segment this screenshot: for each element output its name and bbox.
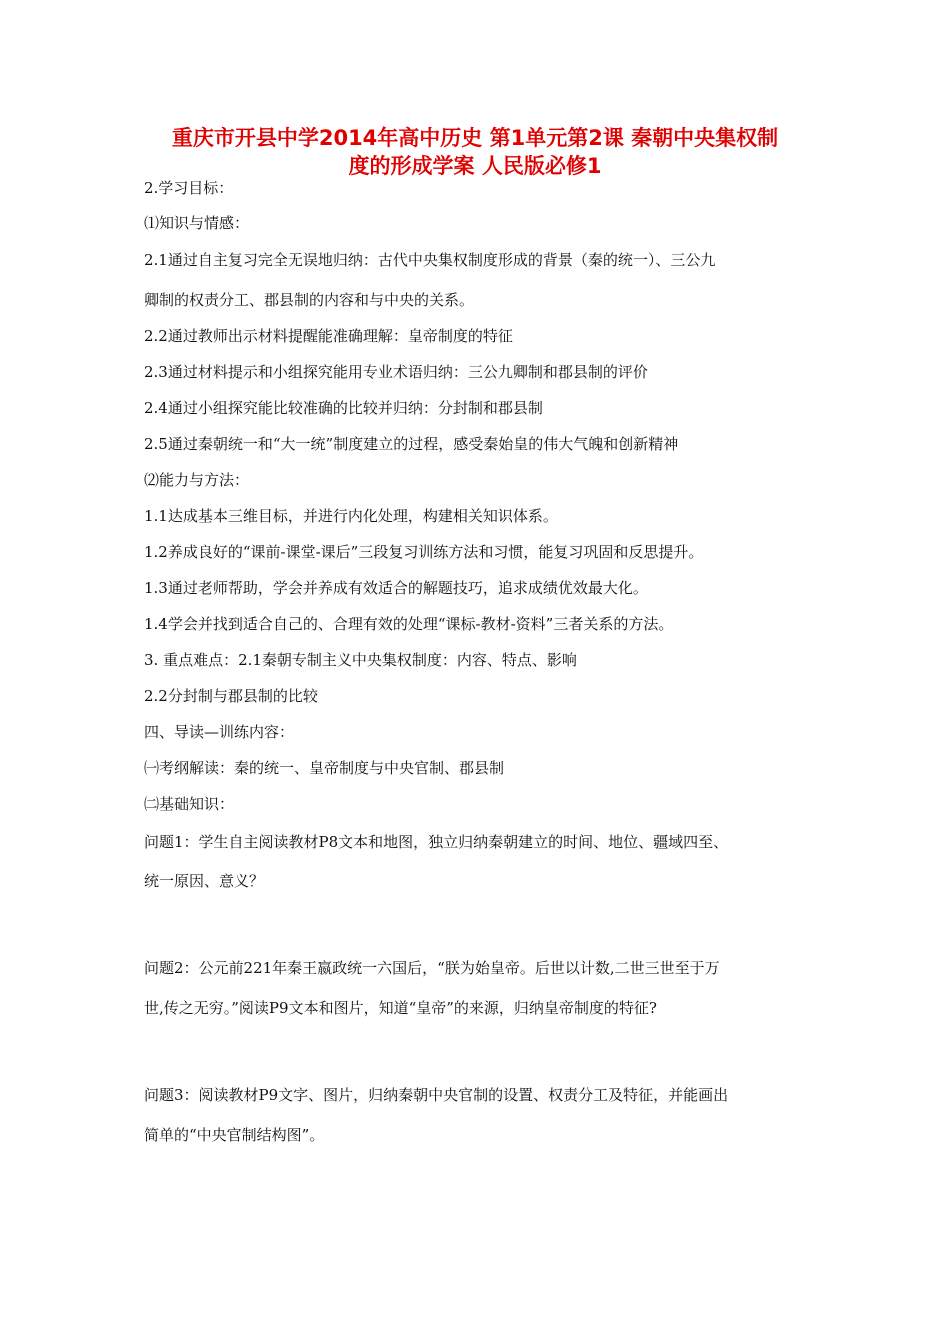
text-line: 3. 重点难点：2.1秦朝专制主义中央集权制度：内容、特点、影响 — [144, 651, 577, 669]
question-1-line: 统一原因、意义？ — [144, 872, 265, 890]
question-1-line: 问题1：学生自主阅读教材P8文本和地图，独立归纳秦朝建立的时间、地位、疆域四至、 — [144, 833, 729, 851]
text-line: 1.4学会并找到适合自己的、合理有效的处理“课标-教材-资料”三者关系的方法。 — [144, 615, 674, 633]
text-line: 卿制的权责分工、郡县制的内容和与中央的关系。 — [144, 291, 475, 309]
question-3-line: 简单的“中央官制结构图”。 — [144, 1126, 325, 1144]
question-3-line: 问题3：阅读教材P9文字、图片，归纳秦朝中央官制的设置、权责分工及特征，并能画出 — [144, 1086, 729, 1104]
document-title-line-2: 度的形成学案 人民版必修1 — [348, 154, 602, 178]
text-line: 2.3通过材料提示和小组探究能用专业术语归纳：三公九卿制和郡县制的评价 — [144, 363, 648, 381]
question-2-line: 世,传之无穷。”阅读P9文本和图片，知道“皇帝”的来源，归纳皇帝制度的特征? — [144, 999, 657, 1017]
text-line: ⑴知识与情感： — [144, 214, 250, 232]
text-line: 1.3通过老师帮助，学会并养成有效适合的解题技巧，追求成绩优效最大化。 — [144, 579, 648, 597]
text-line: ㈠考纲解读：秦的统一、皇帝制度与中央官制、郡县制 — [144, 759, 505, 777]
text-line: 2.2通过教师出示材料提醒能准确理解：皇帝制度的特征 — [144, 327, 513, 345]
text-line: 1.2养成良好的“课前-课堂-课后”三段复习训练方法和习惯，能复习巩固和反思提升。 — [144, 543, 704, 561]
text-line: ⑵能力与方法： — [144, 471, 250, 489]
text-line: 2.2分封制与郡县制的比较 — [144, 687, 318, 705]
text-line: 2.1通过自主复习完全无误地归纳：古代中央集权制度形成的背景（秦的统一）、三公九 — [144, 251, 716, 269]
text-line: 2.5通过秦朝统一和“大一统”制度建立的过程，感受秦始皇的伟大气魄和创新精神 — [144, 435, 679, 453]
text-line: 2.学习目标： — [144, 179, 234, 197]
text-line: ㈡基础知识： — [144, 795, 235, 813]
text-line: 2.4通过小组探究能比较准确的比较并归纳：分封制和郡县制 — [144, 399, 543, 417]
text-line: 1.1达成基本三维目标，并进行内化处理，构建相关知识体系。 — [144, 507, 558, 525]
text-line: 四、导读—训练内容： — [144, 723, 295, 741]
document-title-line-1: 重庆市开县中学2014年高中历史 第1单元第2课 秦朝中央集权制 — [171, 126, 779, 150]
question-2-line: 问题2：公元前221年秦王嬴政统一六国后，“朕为始皇帝。后世以计数,二世三世至于万 — [144, 959, 720, 977]
